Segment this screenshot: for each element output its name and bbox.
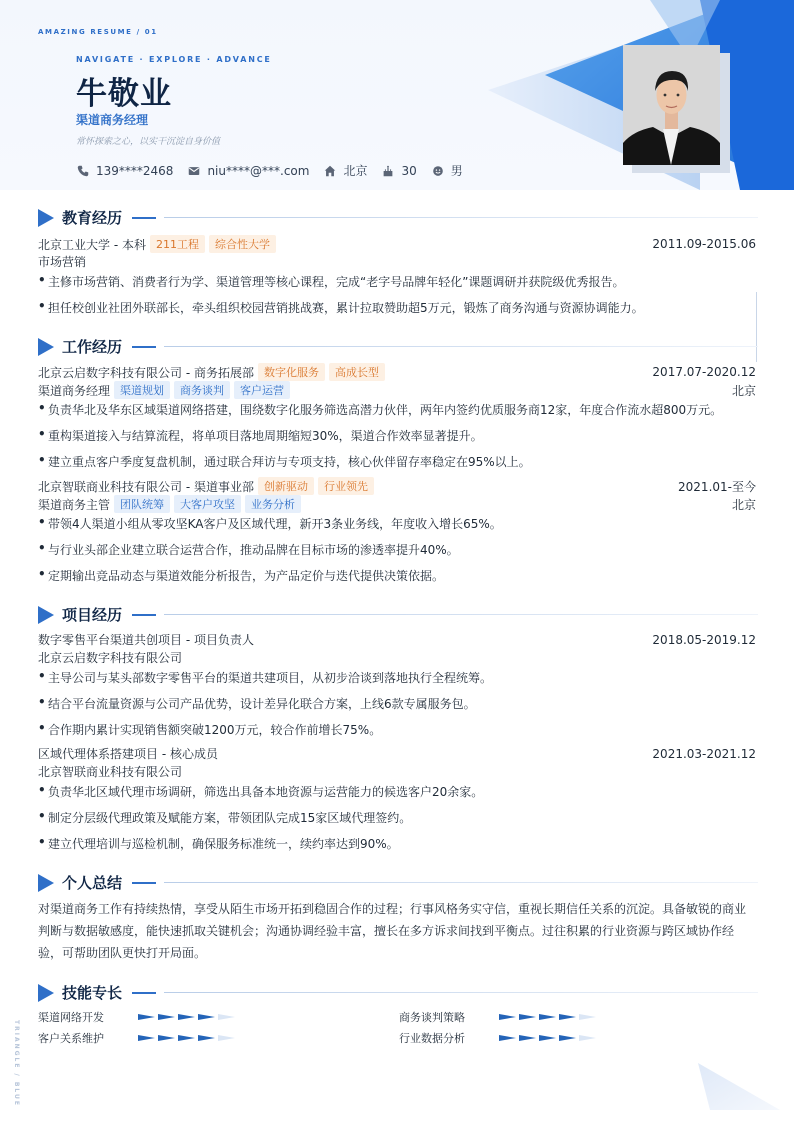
list-item: • 主导公司与某头部数字零售平台的渠道共建项目，从初步洽谈到落地执行全程统筹。: [38, 669, 493, 685]
company-name: 北京智联商业科技有限公司 - 渠道事业部: [38, 479, 254, 494]
company-tag: 行业领先: [318, 477, 374, 495]
contact-list: [76, 162, 477, 179]
side-watermark: TRIANGLE / BLUE: [13, 1020, 20, 1107]
skill-mark-empty: [218, 1014, 235, 1020]
skill-mark-filled: [539, 1014, 556, 1020]
skill-name: 渠道网络开发: [38, 1011, 104, 1024]
title-dash: [132, 882, 156, 884]
list-item: • 重构渠道接入与结算流程，将单项目落地周期缩短30%，渠道合作效率显著提升。: [38, 427, 483, 443]
title-divider: [164, 346, 758, 347]
skill-mark-filled: [519, 1035, 536, 1041]
skill-item: [399, 1030, 599, 1046]
skill-mark-filled: [499, 1035, 516, 1041]
education-header: [38, 235, 756, 253]
skill-mark-filled: [138, 1035, 155, 1041]
triangle-icon: [38, 338, 54, 356]
candidate-role: 渠道商务经理: [76, 113, 149, 127]
skill-tag: 团队统筹: [114, 495, 170, 513]
list-item: • 带领4人渠道小组从零攻坚KA客户及区域代理，新开3条业务线，年度收入增长65%。: [38, 515, 502, 531]
skill-tag: 大客户攻坚: [174, 495, 241, 513]
home-icon: [323, 164, 337, 178]
job-title: 渠道商务经理: [38, 383, 111, 398]
company-tag: 数字化服务: [258, 363, 325, 381]
title-divider: [164, 992, 758, 993]
contact-phone: [76, 164, 173, 178]
work-company-row: [38, 363, 756, 381]
contact-gender: [431, 162, 463, 179]
list-item: • 制定分层级代理政策及赋能方案，带领团队完成15家区域代理签约。: [38, 809, 412, 825]
company-name: 北京云启数字科技有限公司 - 商务拓展部: [38, 365, 254, 380]
mail-icon: [187, 164, 201, 178]
skill-mark-filled: [519, 1014, 536, 1020]
school-tag: 211工程: [150, 235, 205, 253]
candidate-motto: 常怀探索之心，以实干沉淀自身价值: [76, 137, 221, 147]
skill-name: 行业数据分析: [399, 1032, 465, 1045]
skill-level: [138, 1033, 238, 1043]
section-skills: [38, 982, 758, 1003]
gender-text: 男: [450, 164, 463, 178]
list-item: • 负责华北区域代理市场调研，筛选出具备本地资源与运营能力的候选客户20余家。: [38, 783, 484, 799]
project-company-row: [38, 649, 756, 666]
section-title-projects: 项目经历: [62, 606, 123, 624]
phone-icon: [76, 164, 90, 178]
skill-mark-filled: [178, 1035, 195, 1041]
skill-mark-filled: [178, 1014, 195, 1020]
skill-level: [499, 1033, 599, 1043]
company-tag: 高成长型: [329, 363, 385, 381]
section-projects: [38, 604, 758, 625]
skill-mark-filled: [499, 1014, 516, 1020]
project-date: 2018.05-2019.12: [652, 632, 756, 647]
resume-header: [0, 0, 794, 190]
top-tag: AMAZING RESUME / 01: [38, 28, 158, 36]
skill-mark-filled: [198, 1035, 215, 1041]
section-title-skills: 技能专长: [62, 984, 123, 1002]
work-city: 北京: [731, 497, 756, 512]
section-work: [38, 336, 758, 357]
section-title-education: 教育经历: [62, 209, 123, 227]
education-major-row: [38, 253, 756, 270]
skill-mark-filled: [138, 1014, 155, 1020]
skill-tag: 商务谈判: [174, 381, 230, 399]
triangle-icon: [38, 209, 54, 227]
project-company: 北京云启数字科技有限公司: [38, 651, 183, 665]
section-education: [38, 207, 758, 228]
skill-tag: 客户运营: [234, 381, 290, 399]
title-divider: [164, 217, 758, 218]
nav-tag: NAVIGATE · EXPLORE · ADVANCE: [76, 55, 272, 64]
list-item: • 建立代理培训与巡检机制，确保服务标准统一，续约率达到90%。: [38, 835, 399, 851]
skill-item: [399, 1009, 599, 1025]
skill-mark-empty: [579, 1014, 596, 1020]
skill-mark-filled: [539, 1035, 556, 1041]
work-title-row: [38, 495, 756, 513]
phone-text: 139****2468: [96, 163, 174, 178]
skill-mark-filled: [559, 1035, 576, 1041]
smile-icon: [431, 164, 445, 178]
corner-decoration: [690, 1060, 794, 1123]
title-divider: [164, 882, 758, 883]
candidate-name: 牛敬业: [76, 76, 172, 112]
contact-location: [323, 162, 367, 179]
company-tag: 创新驱动: [258, 477, 314, 495]
triangle-icon: [38, 874, 54, 892]
job-title: 渠道商务主管: [38, 497, 111, 512]
skill-mark-empty: [218, 1035, 235, 1041]
school-tag: 综合性大学: [209, 235, 276, 253]
project-company-row: [38, 763, 756, 780]
list-item: • 建立重点客户季度复盘机制，通过联合拜访与专项支持，核心伙伴留存率稳定在95%以上。: [38, 453, 531, 469]
section-title-summary: 个人总结: [62, 874, 123, 892]
list-item: • 负责华北及华东区域渠道网络搭建，围绕数字化服务筛选高潜力伙伴，两年内签约优质服务商12家，年度合作流水超800万元。: [38, 401, 723, 417]
education-date: 2011.09-2015.06: [652, 237, 756, 251]
summary-text: 对渠道商务工作有持续热情，享受从陌生市场开拓到稳固合作的过程；行事风格务实守信，重视长期信任关系的沉淀。具备敏锐的商业判断与数据敏感度，能快速抓取关键机会；沟通协调经验丰富，擅长在多方诉求间找到平衡点。过往积累的行业资源与跨区域协作经验，可帮助团队更快打开局面。: [38, 902, 747, 960]
project-company: 北京智联商业科技有限公司: [38, 765, 183, 779]
work-date: 2017.07-2020.12: [652, 365, 756, 379]
skill-level: [138, 1012, 238, 1022]
age-text: 30: [401, 163, 417, 178]
list-item: • 定期输出竞品动态与渠道效能分析报告，为产品定价与迭代提供决策依据。: [38, 567, 445, 583]
skill-mark-empty: [579, 1035, 596, 1041]
section-summary: [38, 872, 758, 893]
email-text: niu****@***.com: [207, 163, 310, 178]
profile-photo: [623, 45, 720, 165]
skill-tag: 渠道规划: [114, 381, 170, 399]
location-text: 北京: [343, 164, 368, 178]
skill-name: 商务谈判策略: [399, 1011, 465, 1024]
list-item: • 主修市场营销、消费者行为学、渠道管理等核心课程，完成“老字号品牌年轻化”课题调研并获院级优秀报告。: [38, 273, 625, 289]
title-dash: [132, 346, 156, 348]
project-name: 数字零售平台渠道共创项目 - 项目负责人: [38, 633, 254, 647]
skill-mark-filled: [158, 1035, 175, 1041]
list-item: • 结合平台流量资源与公司产品优势，设计差异化联合方案，上线6款专属服务包。: [38, 695, 476, 711]
cake-icon: [381, 164, 395, 178]
list-item: • 合作期内累计实现销售额突破1200万元，较合作前增长75%。: [38, 721, 382, 737]
contact-age: [381, 164, 416, 178]
education-major: 市场营销: [38, 255, 87, 269]
skill-mark-filled: [198, 1014, 215, 1020]
list-item: • 与行业头部企业建立联合运营合作，推动品牌在目标市场的渗透率提升40%。: [38, 541, 459, 557]
project-name: 区域代理体系搭建项目 - 核心成员: [38, 747, 218, 761]
project-date: 2021.03-2021.12: [652, 746, 756, 761]
triangle-icon: [38, 984, 54, 1002]
title-dash: [132, 614, 156, 616]
project-header: [38, 631, 756, 648]
triangle-icon: [38, 606, 54, 624]
skill-level: [499, 1012, 599, 1022]
title-divider: [164, 614, 758, 615]
list-item: • 担任校创业社团外联部长，牵头组织校园营销挑战赛，累计拉取赞助超5万元，锻炼了商务沟通与资源协调能力。: [38, 299, 644, 315]
skill-name: 客户关系维护: [38, 1032, 104, 1045]
contact-email: [187, 164, 309, 178]
work-company-row: [38, 477, 756, 495]
skill-item: [38, 1030, 238, 1046]
work-date: 2021.01-至今: [678, 479, 756, 494]
skill-item: [38, 1009, 238, 1025]
school-name: 北京工业大学 - 本科: [38, 237, 146, 252]
skill-mark-filled: [559, 1014, 576, 1020]
title-dash: [132, 992, 156, 994]
work-title-row: [38, 381, 756, 399]
section-title-work: 工作经历: [62, 338, 123, 356]
skill-tag: 业务分析: [245, 495, 301, 513]
skill-mark-filled: [158, 1014, 175, 1020]
title-dash: [132, 217, 156, 219]
project-header: [38, 745, 756, 762]
work-city: 北京: [731, 383, 756, 398]
